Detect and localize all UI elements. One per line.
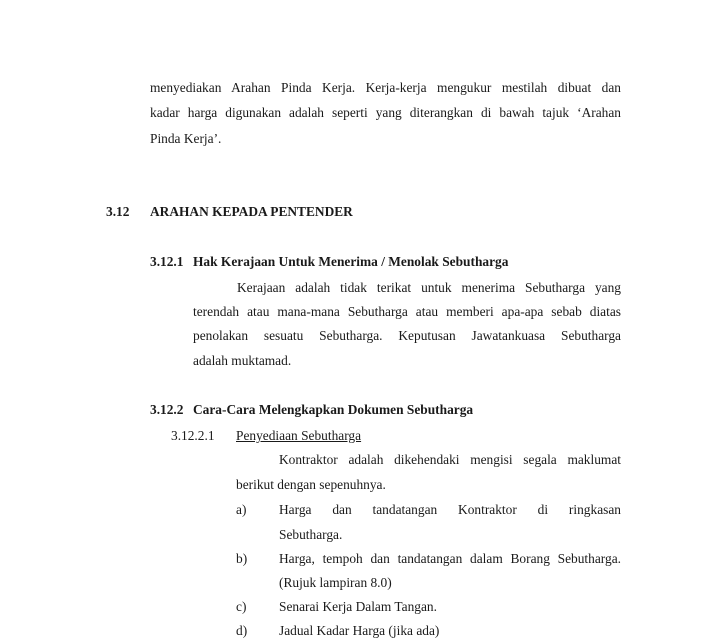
list-b-line-2: (Rujuk lampiran 8.0) xyxy=(279,575,392,590)
section-number: 3.12 xyxy=(106,204,130,219)
intro-line-2: kadar harga digunakan adalah seperti yang diterangkan di bawah tajuk ‘Arahan xyxy=(150,105,621,120)
sub2-title: Cara-Cara Melengkapkan Dokumen Sebutharga xyxy=(193,402,474,417)
sub1-title: Hak Kerajaan Untuk Menerima / Menolak Sebutharga xyxy=(193,254,509,269)
list-a-line-2: Sebutharga. xyxy=(279,527,343,542)
sub1-line-1: Kerajaan adalah tidak terikat untuk menerima Sebutharga yang xyxy=(237,280,621,295)
intro-line-1: menyediakan Arahan Pinda Kerja. Kerja-kerja mengukur mestilah dibuat dan xyxy=(150,80,621,95)
sub1-number: 3.12.1 xyxy=(150,254,184,269)
sub1-line-2: terendah atau mana-mana Sebutharga atau memberi apa-apa sebab diatas xyxy=(193,304,621,319)
sub1-line-3: penolakan sesuatu Sebutharga. Keputusan Jawatankuasa Sebutharga xyxy=(193,328,621,343)
intro-line-3: Pinda Kerja’. xyxy=(150,131,222,146)
list-a-line-1: Harga dan tandatangan Kontraktor di ringkasan xyxy=(279,502,621,517)
item-title: Penyediaan Sebutharga xyxy=(236,428,362,443)
sub1-line-4: adalah muktamad. xyxy=(193,353,292,368)
list-d-line-1: Jadual Kadar Harga (jika ada) xyxy=(279,623,440,638)
item-line-1: Kontraktor adalah dikehendaki mengisi segala maklumat xyxy=(279,452,621,467)
list-label-a: a) xyxy=(236,502,247,517)
list-c-line-1: Senarai Kerja Dalam Tangan. xyxy=(279,599,437,614)
sub2-number: 3.12.2 xyxy=(150,402,184,417)
list-label-c: c) xyxy=(236,599,247,614)
list-label-b: b) xyxy=(236,551,248,566)
list-label-d: d) xyxy=(236,623,248,638)
section-title: ARAHAN KEPADA PENTENDER xyxy=(150,204,353,219)
item-number: 3.12.2.1 xyxy=(171,428,215,443)
list-b-line-1: Harga, tempoh dan tandatangan dalam Borang Sebutharga. xyxy=(279,551,621,566)
clipped-bottom-row xyxy=(0,618,728,638)
item-line-2: berikut dengan sepenuhnya. xyxy=(236,477,386,492)
